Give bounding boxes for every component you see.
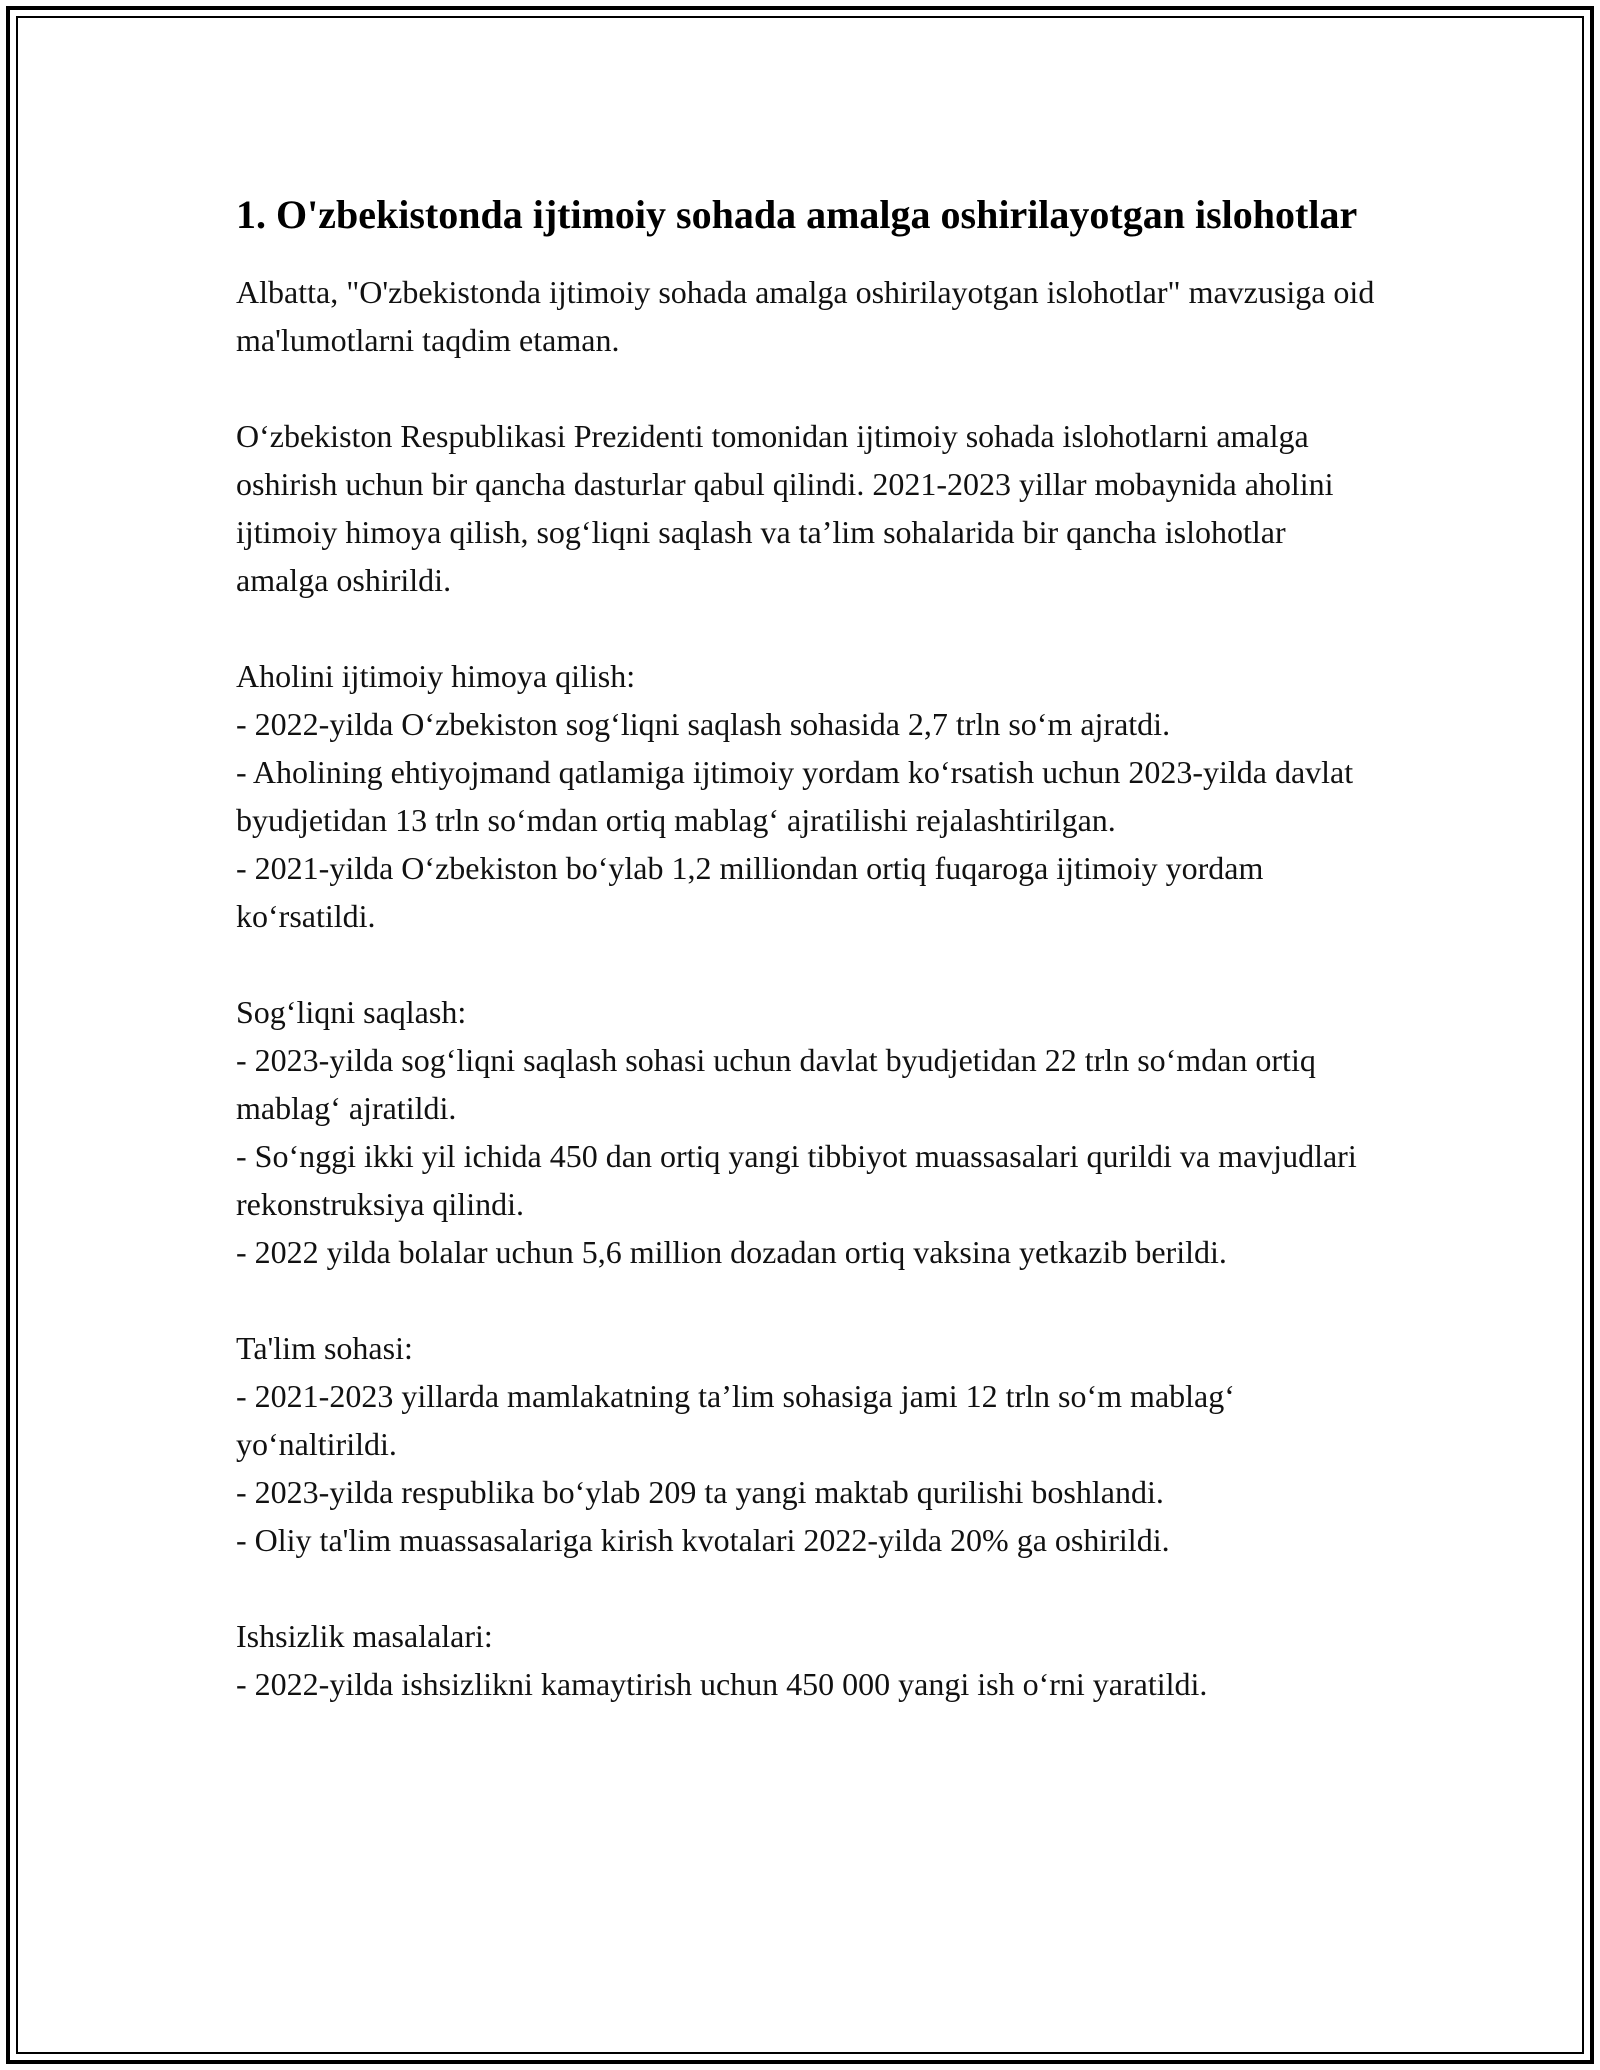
- document-title: 1. O'zbekistonda ijtimoiy sohada amalga oshirilayotgan islohotlar: [236, 192, 1358, 237]
- list-item: - 2021-2023 yillarda mamlakatning ta’lim sohasiga jami 12 trln so‘m mablag‘ yo‘naltirildi.: [236, 1378, 1235, 1462]
- list-item: - Oliy ta'lim muassasalariga kirish kvotalari 2022-yilda 20% ga oshirildi.: [236, 1522, 1170, 1558]
- list-item: - 2022-yilda O‘zbekiston sog‘liqni saqlash sohasida 2,7 trln so‘m ajratdi.: [236, 706, 1171, 742]
- list-item: - Aholining ehtiyojmand qatlamiga ijtimoiy yordam ko‘rsatish uchun 2023-yilda davlat byudjetidan 13 trln so‘mdan ortiq mablag‘ ajratilishi rejalashtirilgan.: [236, 754, 1354, 838]
- list-item: - 2022 yilda bolalar uchun 5,6 million dozadan ortiq vaksina yetkazib berildi.: [236, 1234, 1227, 1270]
- list-item: - 2021-yilda O‘zbekiston bo‘ylab 1,2 milliondan ortiq fuqaroga ijtimoiy yordam ko‘rsatildi.: [236, 850, 1264, 934]
- section-heading: Ta'lim sohasi:: [236, 1330, 413, 1366]
- section-heading: Sog‘liqni saqlash:: [236, 994, 467, 1030]
- document-body: [236, 188, 1376, 1708]
- intro-paragraph: Albatta, "O'zbekistonda ijtimoiy sohada amalga oshirilayotgan islohotlar" mavzusiga oid ma'lumotlarni taqdim etaman.: [236, 274, 1375, 358]
- list-item: - So‘nggi ikki yil ichida 450 dan ortiq yangi tibbiyot muassasalari qurildi va mavjudlari rekonstruksiya qilindi.: [236, 1138, 1357, 1222]
- overview-paragraph: O‘zbekiston Respublikasi Prezidenti tomonidan ijtimoiy sohada islohotlarni amalga oshirish uchun bir qancha dasturlar qabul qilindi. 2021-2023 yillar mobaynida aholini ijtimoiy himoya qilish, sog‘liqni saqlash va ta’lim sohalarida bir qancha islohotlar amalga oshirildi.: [236, 418, 1334, 598]
- section-social-protection: [236, 652, 1376, 940]
- section-heading: Aholini ijtimoiy himoya qilish:: [236, 658, 636, 694]
- list-item: - 2023-yilda respublika bo‘ylab 209 ta yangi maktab qurilishi boshlandi.: [236, 1474, 1164, 1510]
- list-item: - 2023-yilda sog‘liqni saqlash sohasi uchun davlat byudjetidan 22 trln so‘mdan ortiq mablag‘ ajratildi.: [236, 1042, 1316, 1126]
- section-unemployment: [236, 1612, 1376, 1708]
- section-healthcare: [236, 988, 1376, 1276]
- section-education: [236, 1324, 1376, 1564]
- list-item: - 2022-yilda ishsizlikni kamaytirish uchun 450 000 yangi ish o‘rni yaratildi.: [236, 1666, 1208, 1702]
- section-heading: Ishsizlik masalalari:: [236, 1618, 493, 1654]
